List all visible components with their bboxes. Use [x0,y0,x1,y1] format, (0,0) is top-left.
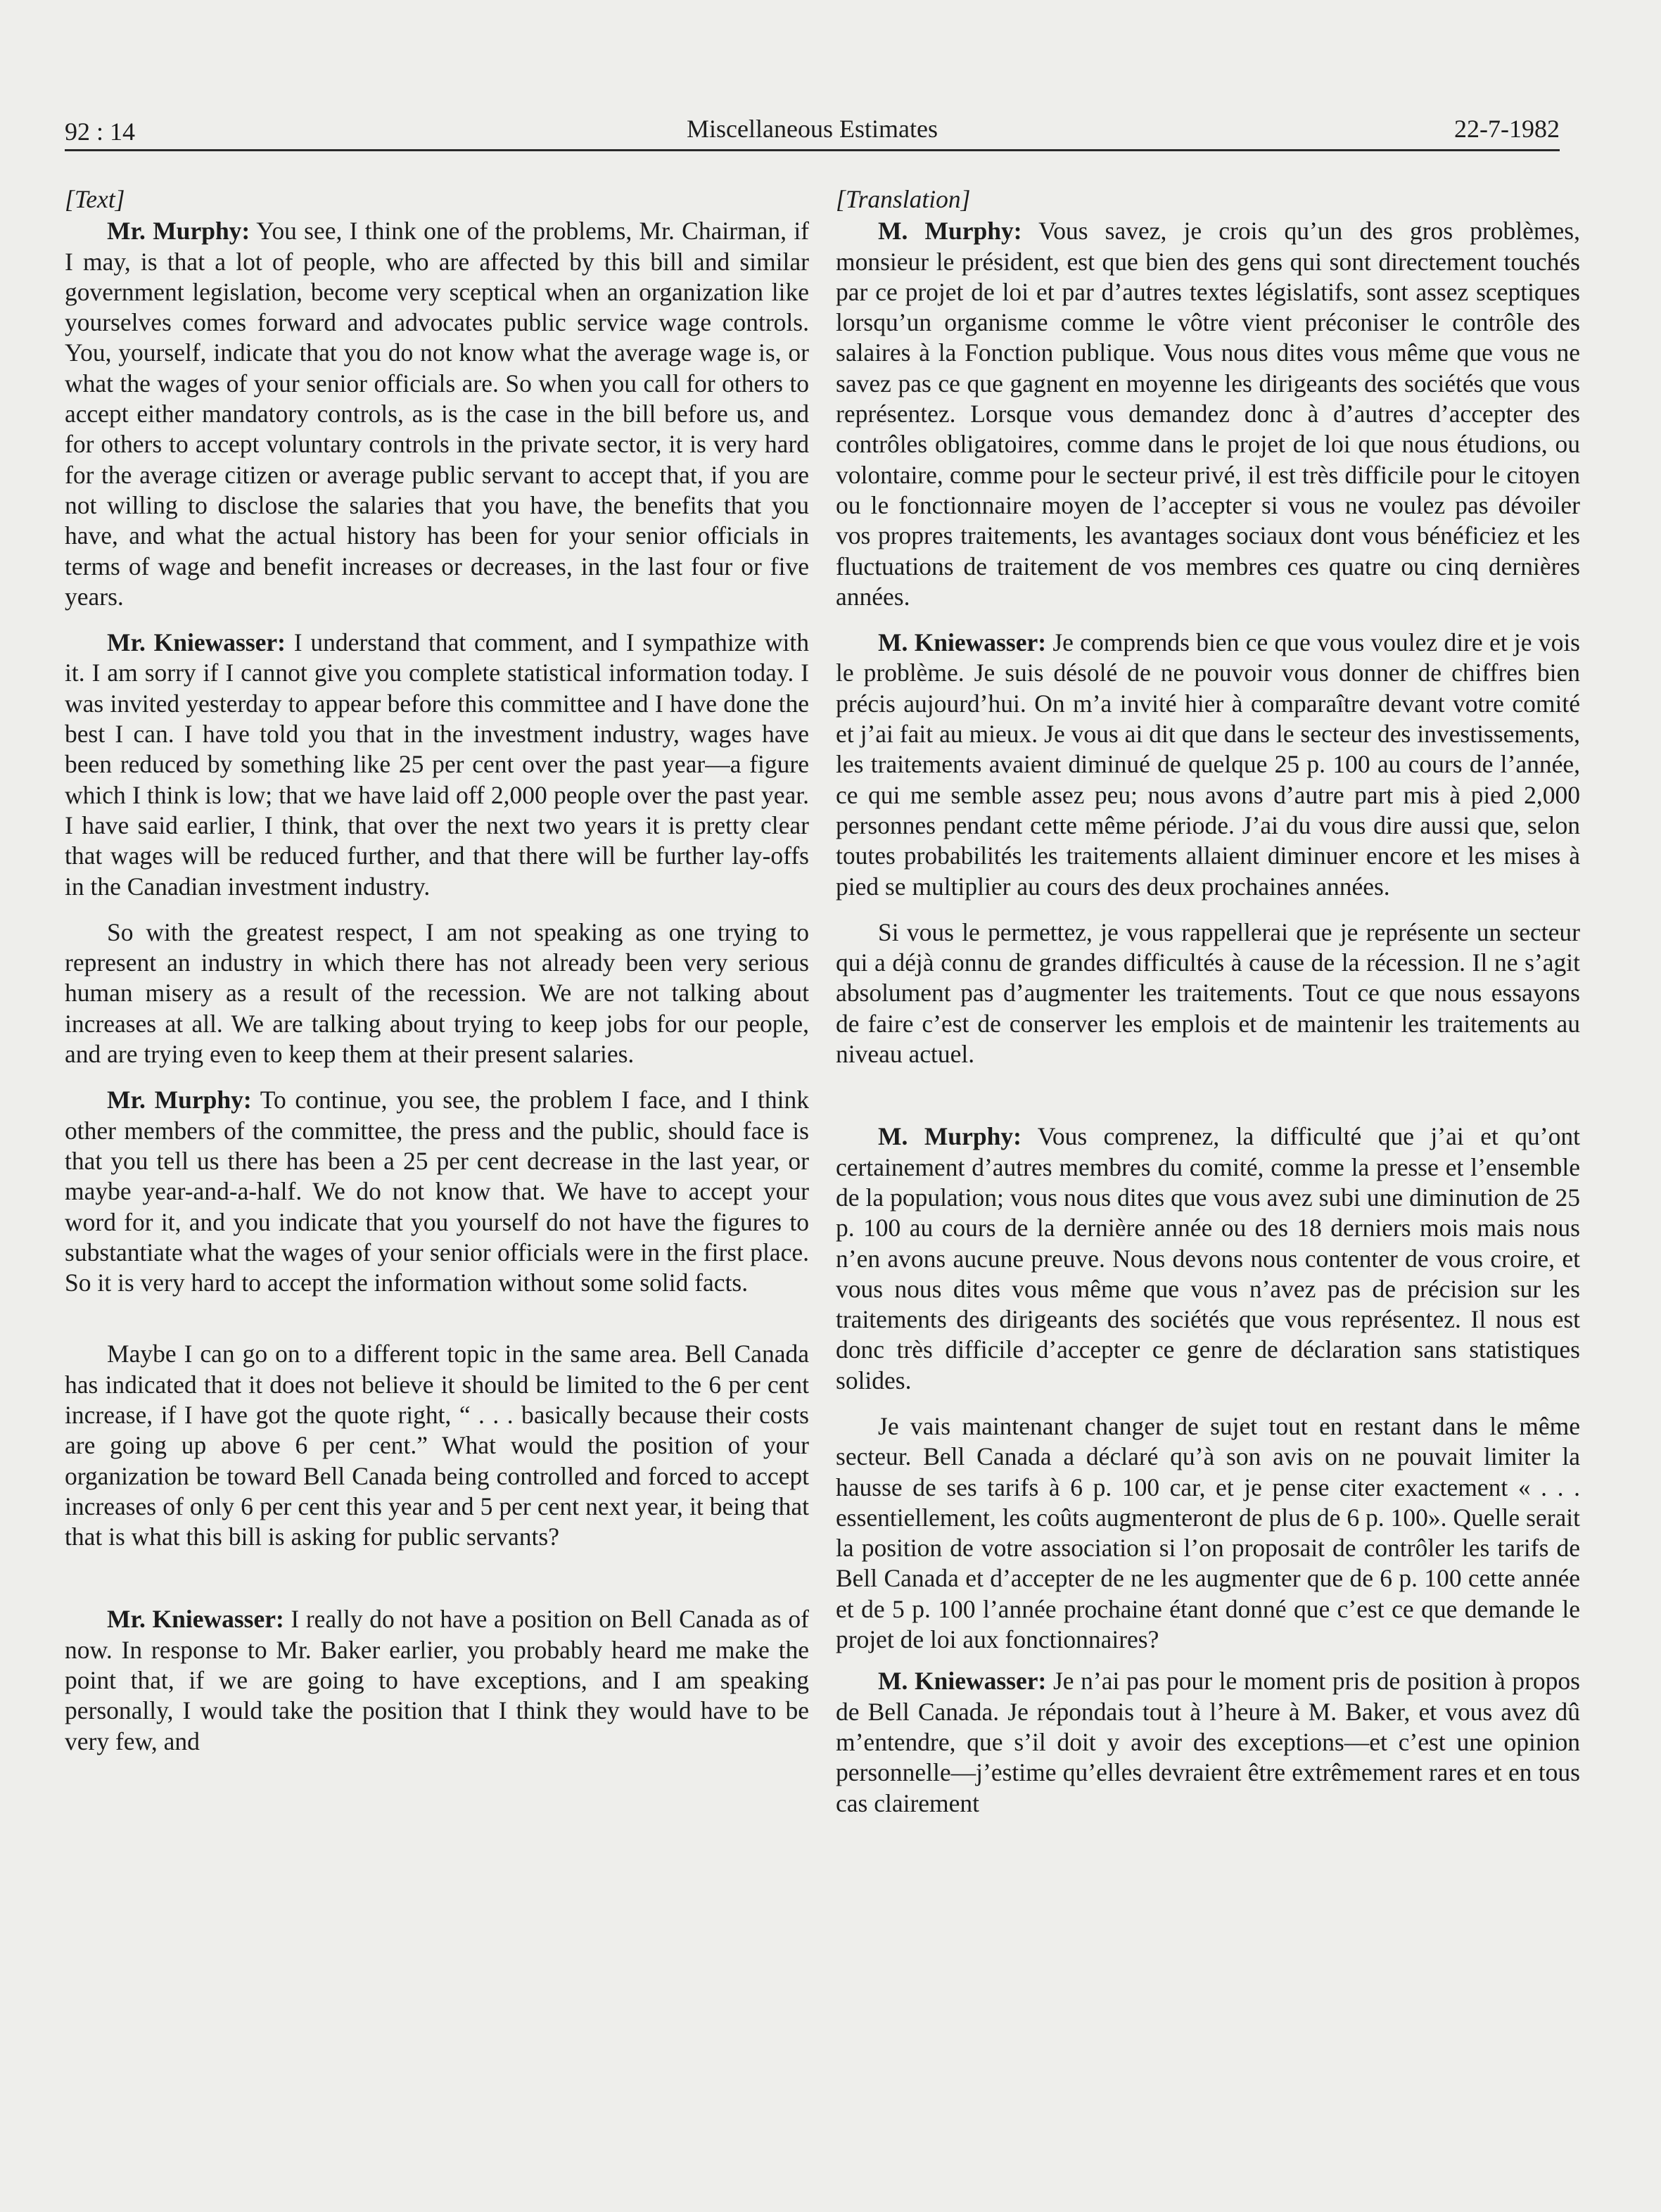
speaker-name: Mr. Murphy: [107,1086,252,1114]
speaker-name: M. Kniewasser: [878,628,1047,657]
header-date: 22-7-1982 [1454,115,1560,143]
paragraph [836,216,1580,612]
paragraph [65,216,809,612]
paragraph [836,1666,1580,1818]
speech-text: To continue, you see, the problem I face, and I think other members of the committee, the press and the public, should face is that you tell us there has been a 25 per cent decrease in the last year, or maybe year-and-a-half. We do not know that. We have to accept your word for it, and you indicate that you yourself do not have the figures to substantiate what the wages of your senior officials were in the first place. So it is very hard to accept the information without some solid facts. [65,1086,809,1297]
paragraph [65,628,809,902]
speech-text: Je n’ai pas pour le moment pris de position à propos de Bell Canada. Je répondais tout à l’heure à M. Baker, et vous avez dû m’entendre, que s’il doit y avoir des exceptions—et c’est une opinion personnelle—j’estime qu’elles devraient être extrêmement rares et en tous cas clairement [836,1667,1580,1817]
paragraph [836,628,1580,902]
paragraph: Je vais maintenant changer de sujet tout en restant dans le même secteur. Bell Canada a déclaré qu’à son avis on ne pouvait limiter la hausse de ses tarifs à 6 p. 100 car, et je pense citer exactement « . . . essentiellement, les coûts augmenteront de plus de 6 p. 100». Quelle serait la position de votre association si l’on proposait de contrôler les tarifs de Bell Canada et d’accepter de ne les augmenter que de 6 p. 100 cette année et de 5 p. 100 l’année prochaine étant donné que c’est ce que demande le projet de loi aux fonctionnaires? [836,1411,1580,1654]
speech-text: You see, I think one of the problems, Mr. Chairman, if I may, is that a lot of people, who are affected by this bill and similar government legislation, become very sceptical when an organization like yourselves comes forward and advocates public service wage controls. You, yourself, indicate that you do not know what the average wage is, or what the wages of your senior officials are. So when you call for others to accept either mandatory controls, as is the case in the bill before us, and for others to accept voluntary controls in the private sector, it is very hard for the average citizen or average public servant to accept that, if you are not willing to disclose the salaries that you have, the benefits that you have, and what the actual history has been for your senior officials in terms of wage and benefit increases or decreases, in the last four or five years. [65,217,810,611]
speaker-name: M. Murphy: [878,1122,1022,1151]
speaker-name: M. Kniewasser: [878,1667,1047,1696]
page-header [65,111,1560,151]
speaker-name: Mr. Murphy: [107,217,250,246]
paragraph: Maybe I can go on to a different topic in the same area. Bell Canada has indicated that it does not believe it should be limited to the 6 per cent increase, if I have got the quote right, “ . . . basically because their costs are going up above 6 per cent.” What would the position of your organization be toward Bell Canada being controlled and forced to accept increases of only 6 per cent this year and 5 per cent next year, it being that that is what this bill is asking for public servants? [65,1340,809,1551]
paragraph: Si vous le permettez, je vous rappellerai que je représente un secteur qui a déjà connu de grandes difficultés à cause de la récession. Il ne s’agit absolument pas d’augmenter les traitements. Tout ce que nous essayons de faire c’est de conserver les emplois et de maintenir les traitements au niveau actuel. [836,917,1580,1069]
speaker-name: Mr. Kniewasser: [107,1605,284,1634]
speech-text: I really do not have a position on Bell Canada as of now. In response to Mr. Baker earlier, you probably heard me make the point that, if we are going to have exceptions, and I am speaking personally, I would take the position that I think they would have to be very few, and [65,1605,809,1755]
publication-title: Miscellaneous Estimates [687,115,938,143]
text-label: [Text] [65,185,125,213]
paragraph [65,1604,809,1756]
header-rule [65,149,1560,151]
speaker-name: M. Murphy: [878,217,1022,246]
french-column [836,184,1580,1819]
speech-text: Vous comprenez, la difficulté que j’ai et qu’ont certainement d’autres membres du comité, comme la presse et l’ensemble de la population; vous nous dites que vous avez subi une diminution de 25 p. 100 au cours de la dernière année ou des 18 derniers mois mais nous n’en avons aucune preuve. Nous devons nous contenter de vous croire, et vous nous dites vous même que vous n’avez pas de précision sur les traitements des dirigeants des sociétés que vous représentez. Il nous est donc très difficile d’accepter ce genre de déclaration sans statistiques solides. [836,1122,1580,1394]
english-column [65,184,809,1757]
page-number: 92 : 14 [65,117,136,146]
translation-label: [Translation] [836,185,971,213]
paragraph [65,1085,809,1298]
paragraph: So with the greatest respect, I am not speaking as one trying to represent an industry in which there has not already been very serious human misery as a result of the recession. We are not talking about increases at all. We are talking about trying to keep jobs for our people, and are trying even to keep them at their present salaries. [65,917,809,1069]
speaker-name: Mr. Kniewasser: [107,628,286,657]
speech-text: Je comprends bien ce que vous voulez dire et je vois le problème. Je suis désolé de ne pouvoir vous donner de chiffres bien précis aujourd’hui. On m’a invité hier à comparaître devant votre comité et j’ai fait au mieux. Je vous ai dit que dans le secteur des investissements, les traitements avaient diminué de quelque 25 p. 100 au cours de l’année, ce qui me semble assez peu; nous avons d’autre part mis à pied 2,000 personnes pendant cette même période. J’ai du vous dire aussi que, selon toutes probabilités les traitements allaient diminuer encore et les mises à pied se multiplier au cours des deux prochaines années. [836,628,1580,901]
speech-text: I understand that comment, and I sympathize with it. I am sorry if I cannot give you complete statistical information today. I was invited yesterday to appear before this committee and I have done the best I can. I have told you that in the investment industry, wages have been reduced by something like 25 per cent over the past year—a figure which I think is low; that we have laid off 2,000 people over the past year. I have said earlier, I think, that over the next two years it is pretty clear that wages will be reduced further, and that there will be further lay-offs in the Canadian investment industry. [65,628,809,901]
speech-text: Vous savez, je crois qu’un des gros problèmes, monsieur le président, est que bien des gens qui sont directement touchés par ce projet de loi et par d’autres textes législatifs, sont assez sceptiques lorsqu’un organisme comme le vôtre vient préconiser le contrôle des salaires à la Fonction publique. Vous nous dites vous même que vous ne savez pas ce que gagnent en moyenne les dirigeants des sociétés que vous représentez. Lorsque vous demandez donc à d’autres d’accepter des contrôles obligatoires, comme dans le projet de loi que nous étudions, ou volontaire, comme pour le secteur privé, il est très difficile pour le citoyen ou le fonctionnaire moyen de l’accepter si vous ne voulez pas dévoiler vos propres traitements, les avantages sociaux dont vous bénéficiez et les fluctuations de traitement de vos membres ces quatre ou cinq dernières années. [836,217,1580,611]
paragraph [836,1121,1580,1396]
